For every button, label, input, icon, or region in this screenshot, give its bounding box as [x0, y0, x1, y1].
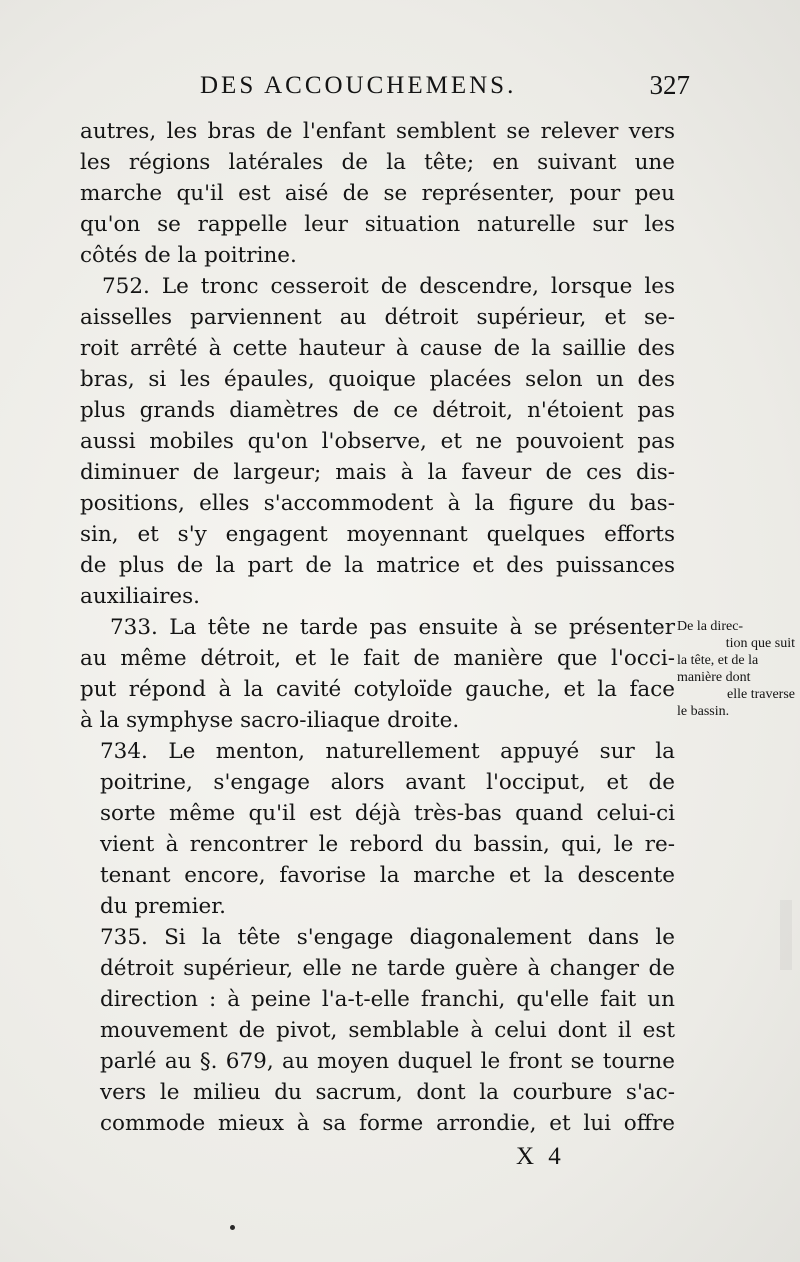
text-line: autres, les bras de l'enfant semblent se relever vers: [80, 119, 675, 144]
signature-mark: X 4: [516, 1143, 565, 1170]
paragraph-start-734: 734. Le menton, naturellement appuyé sur la: [100, 739, 675, 764]
text-line: les régions latérales de la tête; en suivant une: [80, 150, 675, 175]
ink-speck: [230, 1225, 235, 1230]
text-line: bras, si les épaules, quoique placées selon un des: [80, 367, 675, 392]
text-line: marche qu'il est aisé de se représenter, pour peu: [80, 181, 675, 206]
text-line: qu'on se rappelle leur situation naturelle sur les: [80, 212, 675, 237]
text-line: sin, et s'y engagent moyennant quelques efforts: [80, 522, 675, 547]
text-line: à la symphyse sacro-iliaque droite.: [80, 708, 460, 733]
page-number: 327: [649, 70, 690, 100]
paper-stain: [780, 900, 792, 970]
margin-note-line: le bassin.: [677, 704, 730, 719]
page-header: [200, 72, 690, 108]
text-line: parlé au §. 679, au moyen duquel le front se tourne: [100, 1049, 675, 1074]
margin-note: [677, 618, 795, 720]
text-line: commode mieux à sa forme arrondie, et lui offre: [100, 1111, 675, 1136]
text-line: put répond à la cavité cotyloïde gauche, et la face: [80, 677, 675, 702]
text-line: vient à rencontrer le rebord du bassin, qui, le re-: [100, 832, 675, 857]
margin-note-line: elle traverse: [726, 687, 795, 702]
text-line: diminuer de largeur; mais à la faveur de ces dis-: [80, 460, 675, 485]
text-line: vers le milieu du sacrum, dont la courbure s'ac-: [100, 1080, 675, 1105]
text-line: tenant encore, favorise la marche et la descente: [100, 863, 675, 888]
text-line: aisselles parviennent au détroit supérieur, et se-: [80, 305, 675, 330]
margin-note-line: De la direc-: [677, 619, 744, 634]
margin-note-line: tion que suit: [725, 636, 795, 651]
text-line: mouvement de pivot, semblable à celui dont il est: [100, 1018, 675, 1043]
margin-note-line: manière dont: [677, 670, 751, 685]
text-line: sorte même qu'il est déjà très-bas quand celui-ci: [100, 801, 675, 826]
text-line: poitrine, s'engage alors avant l'occiput, et de: [100, 770, 675, 795]
text-line: détroit supérieur, elle ne tarde guère à changer de: [100, 956, 675, 981]
text-line: roit arrêté à cette hauteur à cause de la saillie des: [80, 336, 675, 361]
paragraph-start-752: 752. Le tronc cesseroit de descendre, lorsque les: [102, 274, 675, 299]
text-line: auxiliaires.: [80, 584, 200, 609]
text-line: côtés de la poitrine.: [80, 243, 297, 268]
text-line: au même détroit, et le fait de manière que l'occi-: [80, 646, 675, 671]
margin-note-line: la tête, et de la: [677, 653, 759, 668]
paragraph-start-735: 735. Si la tête s'engage diagonalement dans le: [100, 925, 675, 950]
text-line: aussi mobiles qu'on l'observe, et ne pouvoient pas: [80, 429, 675, 454]
body-text: [80, 116, 675, 1139]
text-line: direction : à peine l'a-t-elle franchi, qu'elle fait un: [100, 987, 675, 1012]
text-line: plus grands diamètres de ce détroit, n'étoient pas: [80, 398, 675, 423]
text-line: positions, elles s'accommodent à la figure du bas-: [80, 491, 675, 516]
text-line: du premier.: [100, 894, 226, 919]
text-line: de plus de la part de la matrice et des puissances: [80, 553, 675, 578]
running-title: DES ACCOUCHEMENS.: [200, 72, 517, 99]
paragraph-start-733: 733. La tête ne tarde pas ensuite à se présenter: [110, 615, 675, 640]
